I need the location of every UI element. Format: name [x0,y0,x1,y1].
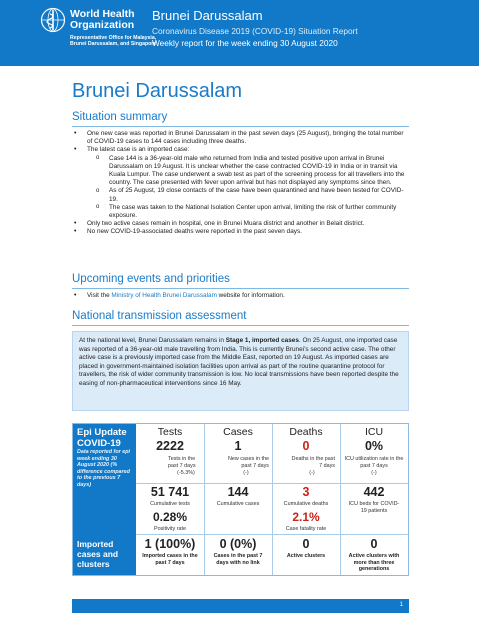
deaths-value: 0 [302,439,310,453]
cases-value: 1 [234,439,242,453]
cases-cumulative: 144 [227,485,249,499]
org-office: Representative Office for Malaysia, Brunei Darussalam, and Singapore [70,35,157,48]
situation-bullet: • No new COVID-19-associated deaths were reported in the past seven days. [72,228,407,236]
epi-update-table [72,423,409,576]
epi-sidebar [73,424,136,575]
tests-cumulative: 51 741 [150,485,190,499]
header-subtitle: Coronavirus Disease 2019 (COVID-19) Situation Report [152,26,358,36]
icu-value: 0% [364,439,384,453]
cases-change: (-) [243,470,249,476]
positivity-rate-desc: Positivity rate [153,526,187,532]
situation-bullet: • The latest case is an imported case: [72,146,407,154]
icu-change: (-) [371,470,377,476]
icu-beds-value: 442 [363,485,385,499]
situation-sub-bullet: o Case 144 is a 36-year-old male who returned from India and tested positive upon arrival in Brunei Darussalam on 19 August. It is unclear whether the case contracted COVID-19 in India or in transit via Kuala Lumpur. The case underwent a swab test as part of the screening process for all travellers into the country. The case presented with fever upon arrival but has not displayed any symptoms since then. [72,155,407,188]
header-title: Brunei Darussalam [152,8,263,23]
deaths-cumulative: 3 [302,485,310,499]
tests-header: Tests [157,426,183,438]
page-title: Brunei Darussalam [72,80,243,102]
epi-title-line-1: Epi Update [77,427,127,438]
assessment-heading: National transmission assessment [72,310,247,322]
icu-desc: ICU utilization rate in the past 7 days [344,456,404,469]
who-emblem-icon [40,7,66,33]
icu-header: ICU [364,426,384,438]
active-clusters-value: 0 [302,537,310,551]
deaths-desc: Deaths in the past 7 days [291,456,335,469]
situation-list [72,130,407,237]
imported-cases-desc: Imported cases in the past 7 days [142,553,198,566]
assessment-stage: Stage 1, imported cases [225,337,299,344]
events-prefix: Visit the [87,292,110,299]
situation-rule [72,126,409,127]
active-clusters-desc: Active clusters [286,553,326,559]
epi-title [77,427,127,449]
epi-title-line-2: COVID-19 [77,438,121,449]
org-name: World Health Organization [70,8,135,31]
tests-cumulative-desc: Cumulative tests [150,501,190,507]
situation-bullet: • Only two active cases remain in hospital, one in Brunei Muara district and another in Belait district. [72,220,407,228]
tests-change: (-5.3%) [177,470,195,476]
generation-clusters-desc: Active clusters with more than three generations [348,553,400,573]
assessment-text-2: . On 25 August, one imported case was reported of a 36-year-old male travelling from India. This is currently Brunei’s second active case. The other active case is a previously imported case from the Middle East, reported on 19 August. As imported cases are placed in government-maintained isolation facilities upon arrival as part of the routine quarantine protocol for travellers, the risk of wider community transmission is low. No local transmissions have been reported despite the easing of non-pharmaceutical interventions since 16 May. [79,337,399,387]
epi-imported-label: Imported cases and clusters [77,539,119,569]
deaths-header: Deaths [289,426,323,438]
deaths-cumulative-desc: Cumulative deaths [283,501,329,507]
epi-note: Data reported for epi week ending 30 August 2020 (% difference compared to the previous 7 days) [77,449,131,488]
table-divider [136,534,408,535]
generation-clusters-value: 0 [370,537,378,551]
cases-desc: New cases in the past 7 days [227,456,269,469]
imported-cases-value: 1 (100%) [144,537,196,551]
page-number: 1 [399,602,403,608]
icu-beds-desc: ICU beds for COVID-19 patients [348,501,400,514]
assessment-box [72,331,409,411]
unlinked-cases-desc: Cases in the past 7 days with no link [213,553,263,566]
situation-heading: Situation summary [72,111,168,123]
events-rule [72,288,409,289]
table-divider [136,483,408,484]
tests-value: 2222 [156,439,184,453]
events-bullet [72,292,407,300]
situation-sub-bullet: o As of 25 August, 19 close contacts of the case have been quarantined and have been tested for COVID-19. [72,187,407,203]
events-heading: Upcoming events and priorities [72,273,230,285]
cases-header: Cases [223,426,253,438]
events-list [72,292,407,300]
case-fatality-rate: 2.1% [292,510,320,524]
cases-cumulative-desc: Cumulative cases [216,501,260,507]
deaths-change: (-) [309,470,315,476]
footer-bar [72,599,409,613]
header-week: Weekly report for the week ending 30 August 2020 [152,38,338,48]
assessment-rule [72,325,409,326]
moh-link[interactable]: Ministry of Health Brunei Darussalam [111,292,217,299]
report-header [0,0,479,66]
case-fatality-rate-desc: Case fatality rate [285,526,327,532]
situation-bullet: • One new case was reported in Brunei Darussalam in the past seven days (25 August), bringing the total number of COVID-19 cases to 144 cases including three deaths. [72,130,407,146]
tests-desc: Tests in the past 7 days [168,456,196,469]
situation-sub-bullet: o The case was taken to the National Isolation Center upon arrival, limiting the risk of further community exposure. [72,204,407,220]
positivity-rate: 0.28% [152,510,188,524]
assessment-text-1: At the national level, Brunei Darussalam remains in [79,337,224,344]
unlinked-cases-value: 0 (0%) [219,537,257,551]
events-suffix: website for information. [218,292,285,299]
